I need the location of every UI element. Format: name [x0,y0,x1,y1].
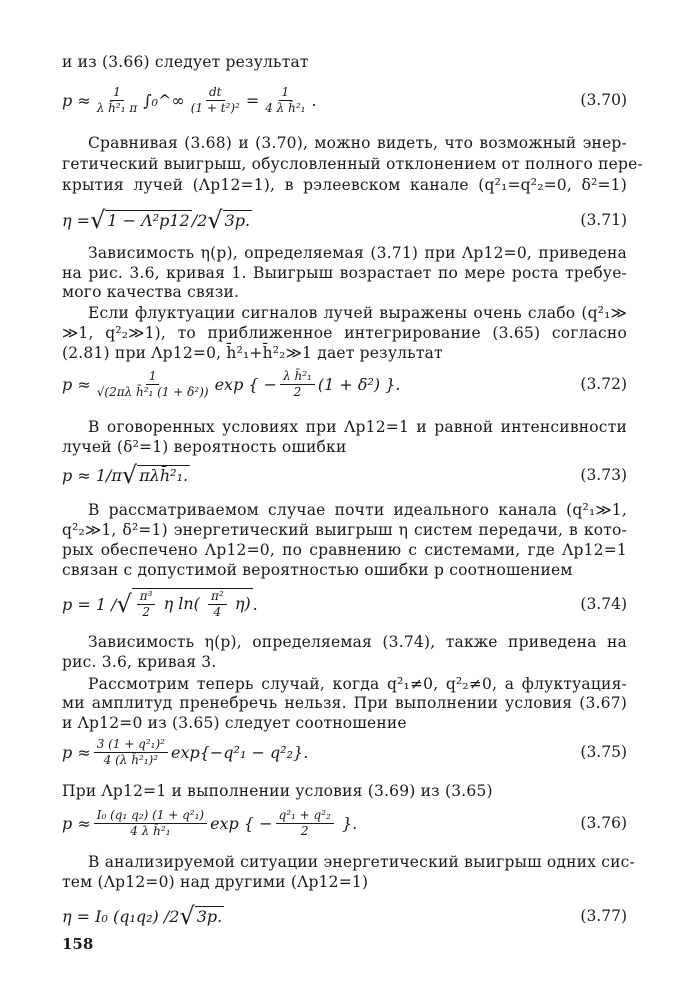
text-line: на рис. 3.6, кривая 1. Выигрыш возрастает по мере роста требуе- [62,264,627,282]
denominator: 4 λ h̄²₁ [130,823,171,838]
eq-prefix: p ≈ [62,742,91,762]
text-line: крытия лучей (Λp12=1), в рэлеевском канале (q²₁=q²₂=0, δ²=1) [62,176,627,194]
equation-3-75 [62,732,627,772]
fraction [280,369,315,400]
equation-expression: p ≈ $\frac{1}{\text{√(2πλ h̄²₁ (1 + δ²))}}$ exp { − $\frac{\text{λ h̄²₁}}{2}$ (1 + δ²) } . [62,368,401,399]
equation-expression [62,732,308,772]
text-line: Сравнивая (3.68) и (3.70), можно видеть, что возможный энер- [88,134,627,152]
eq-tail: (1 + δ²) [317,374,381,394]
page-number: 158 [62,935,94,953]
equation-number: (3.73) [580,466,627,484]
equation-expression [62,80,317,120]
text-line: ми амплитуд пренебречь нельзя. При выполнении условия (3.67) [62,694,627,712]
fraction [94,369,212,400]
fraction [137,589,156,620]
eq-tail: exp{−q²₁ − q²₂}. [170,742,309,762]
fraction [276,808,334,839]
exp-label: exp [214,374,244,394]
equation-expression [62,896,224,936]
equation-number: (3.72) [580,375,627,393]
text-line: лучей (δ²=1) вероятность ошибки [62,438,347,456]
fraction [94,85,140,116]
sqrt-icon: √ [121,461,138,489]
text-line: В оговоренных условиях при Λp12=1 и равной интенсивности [88,418,627,436]
radicand [132,588,253,620]
denominator: 2 [300,823,309,838]
sqrt-icon: √ [116,590,132,618]
eq-prefix: p ≈ [62,813,91,833]
equation-number: (3.77) [580,907,627,925]
denominator: 4 [213,605,222,619]
numerator: q²₁ + q²₂ [276,808,334,824]
equation-3-73 [62,455,627,495]
eq-prefix: η = [62,210,91,230]
numerator: 1 [110,85,124,101]
fraction [94,737,168,768]
equation-expression [62,200,252,240]
eq-prefix: p ≈ [62,374,91,394]
equation-expression [62,584,258,624]
eq-mid: η ln( [163,594,200,613]
radicand: 3p. [196,907,223,926]
radicand: πλh̄²₁. [139,466,189,485]
eq-prefix: p ≈ [62,90,91,110]
eq-tail: η) [234,594,251,613]
text-line: связан с допустимой вероятностью ошибки p соотношением [62,561,573,579]
numerator: λ h̄²₁ [280,369,315,385]
sqrt-icon: √ [179,902,195,930]
equation-number: (3.75) [580,743,627,761]
denominator: λ h̄²₁ π [96,100,138,115]
text-line: тем (Λp12=0) над другими (Λp12=1) [62,873,369,891]
numerator: 1 [146,369,160,385]
eq-suffix: . [395,374,401,394]
equation-number: (3.74) [580,595,627,613]
eq-prefix: p ≈ 1/π [62,465,122,485]
text-line: Зависимость η(p), определяемая (3.74), также приведена на [88,633,627,651]
fraction [188,85,243,116]
equation-number: (3.71) [580,211,627,229]
equation-number: (3.70) [580,91,627,109]
equation-3-76 [62,803,627,843]
text-line: Зависимость η(p), определяемая (3.71) при Λp12=0, приведена [88,244,627,262]
fraction [262,85,308,116]
text-line: ≫1, q²₂≫1), то приближенное интегрирование (3.65) согласно [62,324,627,342]
fraction [94,808,207,839]
numerator: I₀ (q₁ q₂) (1 + q²₁) [94,808,207,824]
text-line: В анализируемой ситуации энергетический выигрыш одних сис- [88,853,635,871]
sqrt-icon: √ [90,206,106,234]
denominator: √(2πλ h̄²₁ (1 + δ²)) [96,384,209,399]
equation-3-70 [62,80,627,120]
radicand: 3p. [224,211,251,230]
text-line: В рассматриваемом случае почти идеального канала (q²₁≫1, [88,501,627,519]
text-line: гетический выигрыш, обусловленный отклонением от полного пере- [62,155,643,173]
radicand: 1 − Λ²p12 [107,211,190,230]
eq-prefix: p = 1 / [62,594,117,614]
equation-3-71 [62,200,627,240]
exp-label: exp [210,813,239,833]
text-line: и Λp12=0 из (3.65) следует соотношение [62,714,407,732]
equals-sign: = [245,90,260,110]
equation-3-77 [62,896,627,936]
equation-expression: p ≈ $\frac{\text{I₀ (q₁ q₂) (1 + q²₁)}}{\text{4 λ h̄²₁}}$ exp { − $\frac{\text{q²₁ + q²₂}}{2}$ } . [62,807,358,838]
text-line: q²₂≫1, δ²=1) энергетический выигрыш η систем передачи, в кото- [62,521,627,539]
sqrt-icon: √ [207,206,223,234]
eq-suffix: . [352,813,358,833]
eq-prefix: η = I₀ (q₁q₂) /2 [62,906,180,926]
equation-expression [62,455,190,495]
text-line: Если флуктуации сигналов лучей выражены очень слабо (q²₁≫ [88,304,627,322]
text-line: рых обеспечено Λp12=0, по сравнению с системами, где Λp12=1 [62,541,627,559]
numerator: 1 [279,85,293,101]
denominator: (1 + t²)² [190,100,240,115]
equation-number: (3.76) [580,814,627,832]
numerator: 3 (1 + q²₁)² [94,737,168,753]
eq-tail: /2 [191,210,208,230]
numerator: dt [206,85,225,101]
text-line: рис. 3.6, кривая 3. [62,653,217,671]
denominator: 4 λ h̄²₁ [265,100,306,115]
text-line: Рассмотрим теперь случай, когда q²₁≠0, q²₂≠0, а флуктуация- [88,675,627,693]
text-line: мого качества связи. [62,283,240,301]
text-line: (2.81) при Λp12=0, h̄²₁+h̄²₂≫1 дает результат [62,344,443,362]
numerator: π² [208,589,227,605]
equation-3-72 [62,364,627,404]
equation-3-74 [62,584,627,624]
numerator: π³ [137,589,156,605]
denominator: 2 [293,384,302,399]
fraction [208,589,227,620]
eq-suffix: . [311,90,317,110]
text-line: При Λp12=1 и выполнении условия (3.69) из (3.65) [62,782,493,800]
denominator: 2 [142,605,150,619]
eq-suffix: . [252,594,258,614]
text-line: и из (3.66) следует результат [62,53,309,71]
integral-sign: ∫₀^∞ [143,90,185,110]
denominator: 4 (λ h̄²₁)² [103,752,159,767]
